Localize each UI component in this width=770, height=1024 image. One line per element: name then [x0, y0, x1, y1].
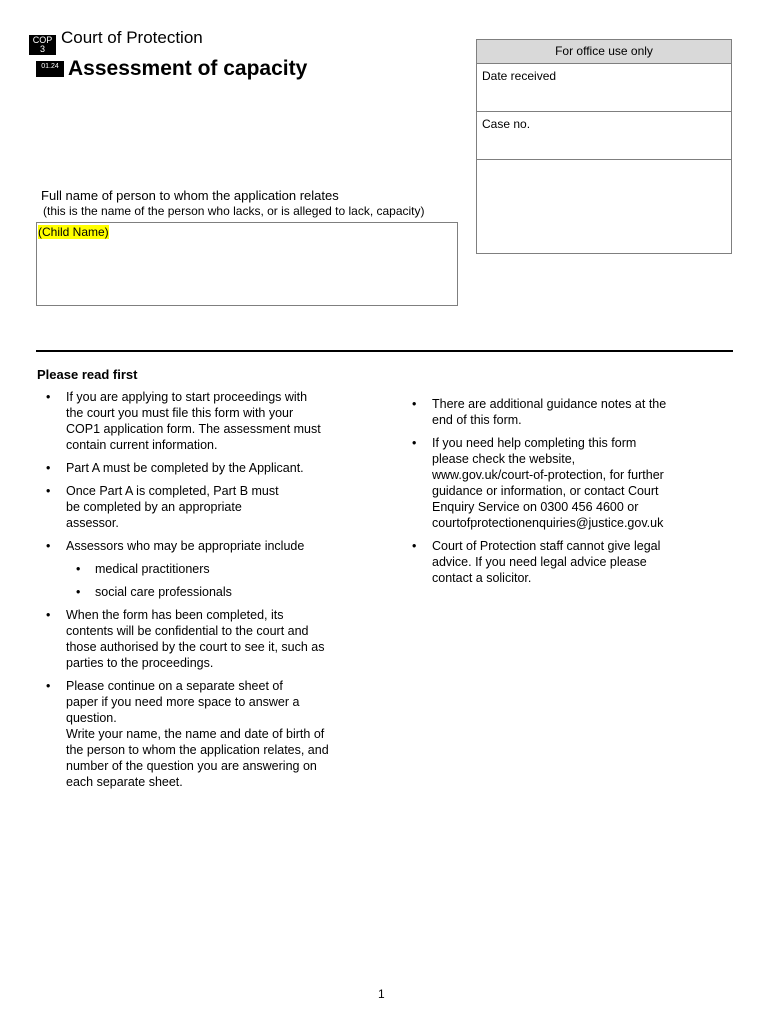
list-item [44, 460, 374, 476]
office-use-box [476, 39, 732, 254]
person-name-sublabel: (this is the name of the person who lacks, or is alleged to lack, capacity) [43, 204, 425, 218]
bullet-icon: • [46, 390, 51, 404]
list-item [410, 396, 710, 428]
bullet-icon: • [46, 461, 51, 475]
form-code-badge [29, 35, 56, 55]
sub-list-item-text: social care professionals [95, 585, 232, 599]
list-item-text: If you are applying to start proceedings with the court you must file this form with your COP1 application form. The assessment must contain current information. [66, 390, 321, 452]
bullet-icon: • [76, 562, 81, 576]
list-item-text: Part A must be completed by the Applicant. [66, 461, 304, 475]
person-name-field[interactable] [36, 222, 458, 306]
bullet-icon: • [46, 608, 51, 622]
list-item-text: Once Part A is completed, Part B must be completed by an appropriate assessor. [66, 484, 279, 530]
bullet-icon: • [46, 539, 51, 553]
section-divider [36, 350, 733, 352]
read-first-heading: Please read first [37, 367, 138, 382]
guidance-left-column [44, 389, 374, 797]
case-number-field [477, 112, 731, 160]
office-use-heading: For office use only [477, 40, 731, 64]
sub-list-item-text: medical practitioners [95, 562, 210, 576]
list-item-text: There are additional guidance notes at the end of this form. [432, 397, 667, 427]
form-title: Assessment of capacity [68, 57, 308, 80]
list-item [44, 389, 374, 453]
bullet-icon: • [412, 539, 417, 553]
sub-list-item [66, 561, 374, 577]
bullet-icon: • [412, 397, 417, 411]
list-item [44, 607, 374, 671]
list-item-text: When the form has been completed, its contents will be confidential to the court and those authorised by the court to see it, such as parties to the proceedings. [66, 608, 325, 670]
bullet-icon: • [46, 484, 51, 498]
date-received-label: Date received [482, 69, 557, 83]
list-item-text: Court of Protection staff cannot give legal advice. If you need legal advice please contact a solicitor. [432, 539, 661, 585]
date-received-field [477, 64, 731, 112]
person-name-label: Full name of person to whom the application relates [41, 188, 339, 203]
list-item-text: If you need help completing this form please check the website, www.gov.uk/court-of-protection, for further guidance or information, or contact Court Enquiry Service on 0300 456 4600 or courtofprotectionenquiries@justice.gov.uk [432, 436, 664, 530]
form-version-badge: 01.24 [36, 61, 64, 77]
bullet-icon: • [46, 679, 51, 693]
list-item [44, 678, 374, 790]
list-item-text: Please continue on a separate sheet of paper if you need more space to answer a question. Write your name, the name and date of birth of the person to whom the application relates, and number of the question you are answering on each separate sheet. [66, 679, 329, 789]
court-name: Court of Protection [61, 28, 203, 47]
list-item [410, 435, 710, 531]
list-item-text: Assessors who may be appropriate include [66, 539, 305, 553]
list-item [410, 538, 710, 586]
sub-list-item [66, 584, 374, 600]
guidance-right-column [410, 396, 710, 593]
page-number: 1 [378, 987, 385, 1001]
case-number-label: Case no. [482, 117, 531, 131]
list-item [44, 538, 374, 600]
form-code-number: 3 [39, 44, 45, 54]
person-name-value[interactable]: (Child Name) [38, 225, 109, 239]
list-item [44, 483, 374, 531]
bullet-icon: • [412, 436, 417, 450]
form-code-label: COP [32, 35, 53, 45]
bullet-icon: • [76, 585, 81, 599]
